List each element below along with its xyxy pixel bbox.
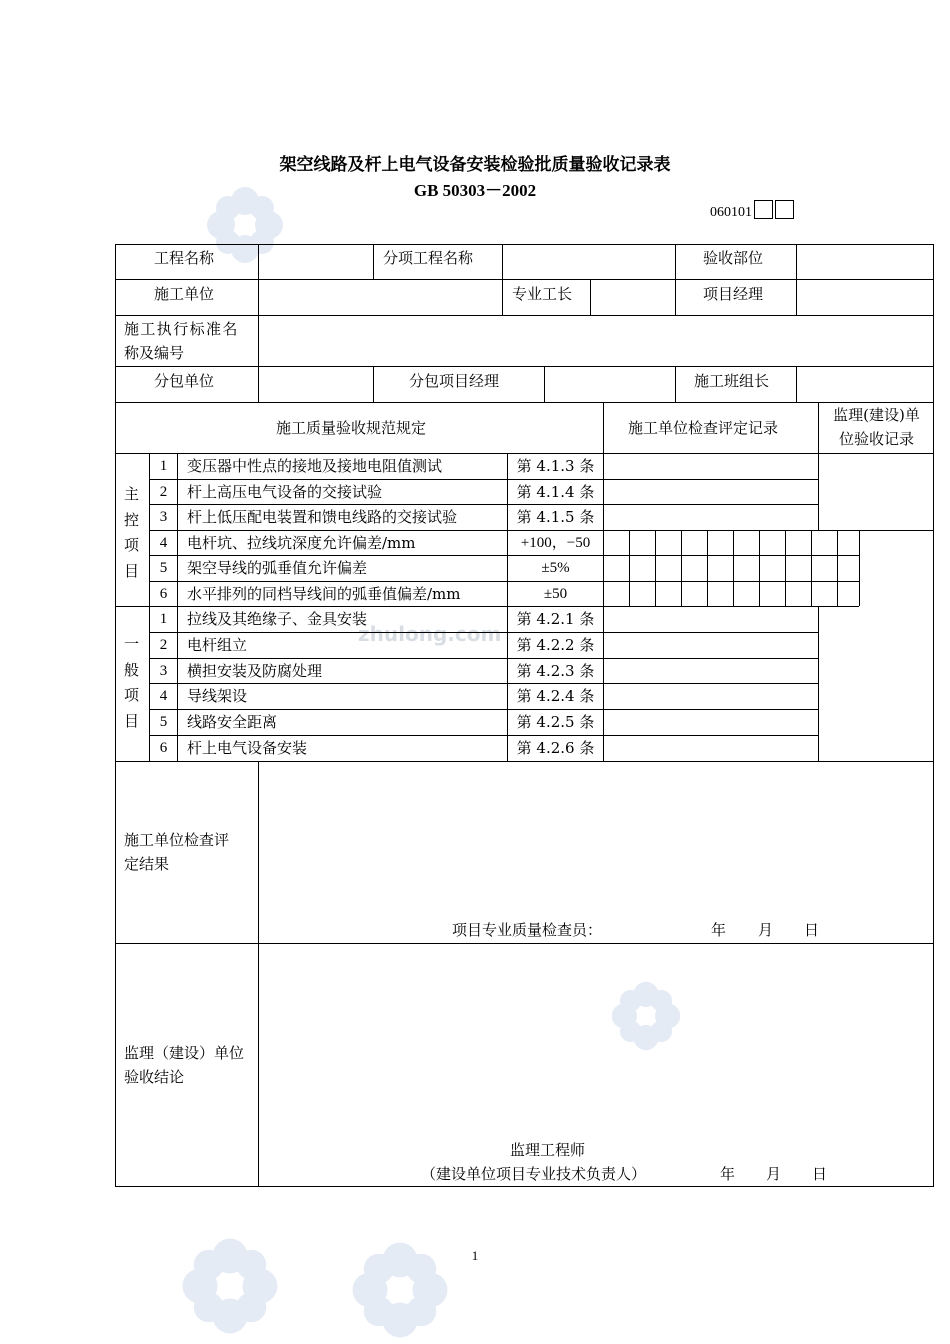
acceptance-part-value[interactable] bbox=[797, 245, 933, 279]
supervision-column-header-line1: 监理(建设)单 bbox=[833, 406, 920, 424]
main-item-no: 4 bbox=[159, 535, 168, 551]
general-item-ref: 第 4.2.1 条 bbox=[516, 610, 595, 628]
general-items-label-char: 一 bbox=[124, 635, 140, 653]
supervision-result-label bbox=[124, 1041, 244, 1089]
supervision-result-label-line2: 验收结论 bbox=[124, 1068, 185, 1086]
supervision-result-month: 月 bbox=[766, 1165, 782, 1183]
general-item-ref: 第 4.2.5 条 bbox=[516, 713, 595, 731]
general-item-ref: 第 4.2.2 条 bbox=[516, 636, 595, 654]
main-control-label-char: 主 bbox=[124, 485, 140, 503]
main-item-text: 杆上低压配电装置和馈电线路的交接试验 bbox=[187, 508, 458, 526]
team-leader-label: 施工班组长 bbox=[694, 372, 770, 390]
general-item-text: 拉线及其绝缘子、金具安装 bbox=[187, 610, 368, 628]
general-item-text: 横担安装及防腐处理 bbox=[187, 662, 323, 680]
form-code-value: 060101 bbox=[710, 205, 752, 220]
unit-result-month: 月 bbox=[758, 921, 774, 939]
general-item-no: 3 bbox=[159, 663, 168, 679]
supervision-result-field[interactable] bbox=[259, 944, 933, 1134]
unit-check-column-header: 施工单位检查评定记录 bbox=[628, 419, 779, 437]
general-item-text: 导线架设 bbox=[187, 687, 248, 705]
main-item-text: 电杆坑、拉线坑深度允许偏差/mm bbox=[187, 534, 416, 552]
sub-project-value[interactable] bbox=[503, 245, 675, 279]
standard-name-value[interactable] bbox=[259, 316, 933, 366]
general-item-no: 4 bbox=[159, 688, 168, 704]
main-item-ref: ±5% bbox=[541, 560, 570, 576]
standard-name-label-line1: 施工执行标准名 bbox=[124, 320, 239, 338]
general-items-label-char: 目 bbox=[124, 711, 140, 730]
main-item-text: 变压器中性点的接地及接地电阻值测试 bbox=[187, 457, 443, 475]
unit-result-year: 年 bbox=[711, 921, 727, 939]
general-item-ref: 第 4.2.3 条 bbox=[516, 662, 595, 680]
unit-result-label-line2: 定结果 bbox=[124, 855, 170, 873]
project-name-value[interactable] bbox=[259, 245, 373, 279]
unit-result-day: 日 bbox=[804, 921, 820, 939]
general-items-label-char: 般 bbox=[124, 660, 140, 679]
general-item-ref: 第 4.2.4 条 bbox=[516, 687, 595, 705]
supervision-result-day: 日 bbox=[812, 1165, 828, 1183]
unit-result-field[interactable] bbox=[259, 762, 933, 912]
spec-column-header: 施工质量验收规范规定 bbox=[276, 419, 427, 437]
general-item-no: 6 bbox=[159, 740, 168, 756]
general-item-ref: 第 4.2.6 条 bbox=[516, 739, 595, 757]
main-item-text: 水平排列的同档导线间的弧垂值偏差/mm bbox=[187, 585, 461, 603]
main-item-text: 杆上高压电气设备的交接试验 bbox=[187, 483, 383, 501]
project-manager-value[interactable] bbox=[797, 280, 933, 315]
supervision-engineer-label: 监理工程师 bbox=[510, 1141, 586, 1159]
supervision-column-header-line2: 位验收记录 bbox=[838, 430, 914, 448]
main-control-label-char: 目 bbox=[124, 561, 140, 580]
main-control-label-char: 项 bbox=[124, 536, 140, 554]
project-manager-label: 项目经理 bbox=[703, 285, 764, 303]
quality-inspector-label: 项目专业质量检查员： bbox=[452, 921, 603, 939]
acceptance-part-label: 验收部位 bbox=[703, 249, 764, 267]
general-item-text: 杆上电气设备安装 bbox=[187, 739, 308, 757]
main-item-ref: +100，−50 bbox=[520, 535, 591, 551]
main-item-no: 5 bbox=[159, 560, 168, 576]
sub-project-manager-label: 分包项目经理 bbox=[409, 372, 500, 390]
page-number: 1 bbox=[471, 1248, 479, 1263]
project-name-label: 工程名称 bbox=[154, 249, 215, 267]
standard-name-label bbox=[124, 317, 239, 365]
main-item-ref: 第 4.1.4 条 bbox=[516, 483, 595, 501]
main-control-label-char: 控 bbox=[124, 510, 140, 529]
standard-number: GB 50303－2002 bbox=[413, 181, 537, 200]
general-item-text: 线路安全距离 bbox=[187, 713, 278, 731]
sub-project-label: 分项工程名称 bbox=[383, 249, 474, 267]
supervision-result-year: 年 bbox=[720, 1165, 736, 1183]
team-leader-value[interactable] bbox=[797, 367, 933, 402]
construction-unit-label: 施工单位 bbox=[154, 285, 215, 303]
foreman-label: 专业工长 bbox=[512, 285, 573, 303]
general-items-label-char: 项 bbox=[124, 686, 140, 704]
main-item-no: 2 bbox=[159, 484, 168, 500]
foreman-value[interactable] bbox=[591, 280, 675, 315]
document-title: 架空线路及杆上电气设备安装检验批质量验收记录表 bbox=[279, 155, 671, 175]
unit-result-label-line1: 施工单位检查评 bbox=[124, 831, 230, 849]
supervision-column-header bbox=[819, 403, 934, 451]
main-item-no: 6 bbox=[159, 586, 168, 602]
owner-representative-label: （建设单位项目专业技术负责人） bbox=[421, 1165, 647, 1183]
sub-project-manager-value[interactable] bbox=[545, 367, 675, 402]
watermark-text: zhulong.com bbox=[358, 622, 502, 646]
main-item-no: 1 bbox=[159, 458, 168, 474]
general-item-no: 1 bbox=[159, 611, 168, 627]
main-item-no: 3 bbox=[159, 509, 168, 525]
main-item-ref: ±50 bbox=[543, 586, 568, 602]
supervision-result-label-line1: 监理（建设）单位 bbox=[124, 1044, 245, 1062]
subcontractor-value[interactable] bbox=[259, 367, 373, 402]
subcontractor-label: 分包单位 bbox=[154, 372, 215, 390]
general-item-no: 5 bbox=[159, 714, 168, 730]
construction-unit-value[interactable] bbox=[259, 280, 502, 315]
general-items-label bbox=[124, 632, 139, 734]
general-item-text: 电杆组立 bbox=[187, 636, 248, 654]
main-item-text: 架空导线的弧垂值允许偏差 bbox=[187, 559, 368, 577]
main-item-ref: 第 4.1.3 条 bbox=[516, 457, 595, 475]
general-item-no: 2 bbox=[159, 637, 168, 653]
main-item-ref: 第 4.1.5 条 bbox=[516, 508, 595, 526]
standard-name-label-line2: 称及编号 bbox=[124, 344, 185, 362]
main-control-label bbox=[124, 482, 139, 584]
unit-result-label bbox=[124, 828, 229, 876]
